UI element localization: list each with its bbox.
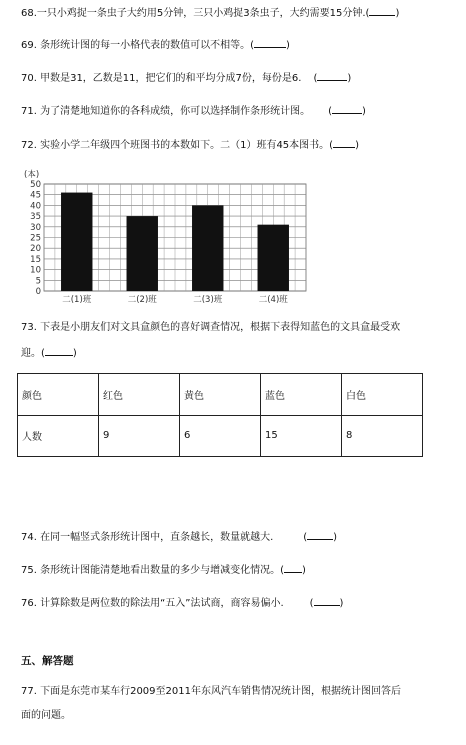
table-cell: 颜色 — [18, 374, 99, 416]
question-77-line-1: 77. 下面是东莞市某车行2009至2011年东风汽车销售情况统计图，根据统计图回答后 — [21, 686, 401, 697]
question-75: 75. 条形统计图能清楚地看出数量的多少与增减变化情况。( ) — [21, 561, 306, 578]
question-text: 75. 条形统计图能清楚地看出数量的多少与增减变化情况。 — [21, 565, 281, 576]
question-text: 76. 计算除数是两位数的除法用“五入”法试商，商容易偏小. — [21, 598, 284, 609]
answer-blank[interactable] — [284, 561, 302, 573]
y-tick-label: 30 — [30, 222, 41, 233]
answer-blank[interactable] — [333, 136, 355, 148]
question-74: 74. 在同一幅竖式条形统计图中，直条越长，数量就越大. ( ) — [21, 528, 337, 545]
table-cell: 黄色 — [180, 374, 261, 416]
y-tick-label: 5 — [35, 276, 41, 287]
chart-svg — [16, 166, 316, 306]
answer-blank[interactable] — [369, 4, 395, 16]
table-cell: 8 — [342, 415, 423, 457]
x-tick-label: 二(1)班 — [62, 295, 92, 305]
question-77-line-2: 面的问题。 — [21, 710, 71, 721]
y-tick-label: 20 — [30, 244, 41, 255]
answer-blank[interactable] — [254, 36, 286, 48]
bar — [127, 216, 158, 291]
answer-blank[interactable] — [314, 594, 340, 606]
question-69: 69. 条形统计图的每一小格代表的数值可以不相等。( ) — [21, 36, 290, 53]
table-cell: 白色 — [342, 374, 423, 416]
question-76: 76. 计算除数是两位数的除法用“五入”法试商，商容易偏小. ( ) — [21, 594, 343, 611]
table-cell: 红色 — [99, 374, 180, 416]
book-count-bar-chart — [16, 166, 316, 306]
question-73-line-1: 73. 下表是小朋友们对文具盒颜色的喜好调查情况，根据下表得知蓝色的文具盒最受欢 — [21, 322, 401, 333]
color-preference-table — [17, 373, 423, 457]
table-cell: 9 — [99, 415, 180, 457]
question-72: 72. 实验小学二年级四个班图书的本数如下。二（1）班有45本图书。( ) — [21, 136, 359, 153]
y-tick-label: 40 — [30, 201, 41, 212]
table-cell: 15 — [261, 415, 342, 457]
y-tick-label: 45 — [30, 190, 41, 201]
answer-blank[interactable] — [317, 69, 347, 81]
question-text: 迎。 — [21, 348, 41, 359]
table-cell: 蓝色 — [261, 374, 342, 416]
question-text: 68.一只小鸡捉一条虫子大约用5分钟，三只小鸡捉3条虫子，大约需要15分钟. — [21, 8, 366, 19]
question-text: 74. 在同一幅竖式条形统计图中，直条越长，数量就越大. — [21, 532, 274, 543]
bar — [192, 205, 223, 291]
x-tick-label: 二(3)班 — [193, 295, 223, 305]
question-70: 70. 甲数是31，乙数是11，把它们的和平均分成7份，每份是6. ( ) — [21, 69, 351, 86]
y-axis-label: (本) — [24, 170, 40, 180]
bar — [61, 193, 92, 291]
y-tick-label: 25 — [30, 233, 41, 244]
question-68: 68.一只小鸡捉一条虫子大约用5分钟，三只小鸡捉3条虫子，大约需要15分钟.( ) — [21, 4, 399, 21]
y-tick-label: 35 — [30, 212, 41, 223]
question-text: 69. 条形统计图的每一小格代表的数值可以不相等。 — [21, 40, 251, 51]
question-text: 70. 甲数是31，乙数是11，把它们的和平均分成7份，每份是6. — [21, 73, 302, 84]
answer-blank[interactable] — [307, 528, 333, 540]
bar — [258, 225, 289, 291]
y-tick-label: 15 — [30, 254, 41, 265]
section-title: 五、解答题 — [21, 655, 74, 667]
question-71: 71. 为了清楚地知道你的各科成绩，你可以选择制作条形统计图。 ( ) — [21, 102, 366, 119]
question-73-line-2: 迎。( ) — [21, 344, 77, 361]
table-row — [18, 374, 423, 416]
question-text: 72. 实验小学二年级四个班图书的本数如下。二（1）班有45本图书。 — [21, 140, 330, 151]
y-tick-label: 50 — [30, 180, 41, 190]
table-row — [18, 415, 423, 457]
table-cell: 人数 — [18, 415, 99, 457]
x-tick-label: 二(2)班 — [127, 295, 157, 305]
y-tick-label: 10 — [30, 265, 41, 276]
x-tick-label: 二(4)班 — [258, 295, 288, 305]
answer-blank[interactable] — [332, 102, 362, 114]
answer-blank[interactable] — [45, 344, 73, 356]
table-cell: 6 — [180, 415, 261, 457]
question-text: 71. 为了清楚地知道你的各科成绩，你可以选择制作条形统计图。 — [21, 106, 311, 117]
y-tick-label: 0 — [35, 287, 41, 297]
